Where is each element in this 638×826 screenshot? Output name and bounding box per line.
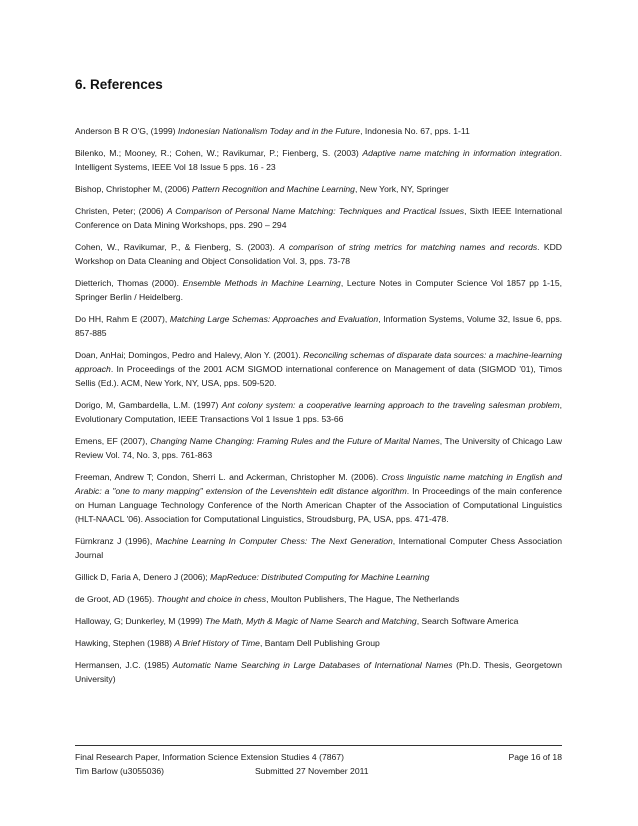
page-footer bbox=[75, 750, 562, 778]
reference-authors-year: Bishop, Christopher M, (2006) bbox=[75, 184, 193, 194]
reference-title: Indonesian Nationalism Today and in the Future bbox=[177, 126, 361, 136]
reference-authors-year: Dorigo, M, Gambardella, L.M. (1997) bbox=[75, 400, 222, 410]
reference-authors-year: Hawking, Stephen (1988) bbox=[75, 638, 175, 648]
reference-source: , Indonesia No. 67, pps. 1-11 bbox=[360, 126, 470, 136]
reference-entry bbox=[75, 636, 562, 650]
reference-authors-year: Dietterich, Thomas (2000). bbox=[75, 278, 183, 288]
reference-list bbox=[75, 124, 562, 694]
reference-entry bbox=[75, 124, 562, 138]
reference-entry bbox=[75, 146, 562, 174]
reference-title: The Math, Myth & Magic of Name Search and Matching bbox=[205, 616, 417, 626]
reference-title: Ant colony system: a cooperative learning approach to the traveling salesman problem bbox=[221, 400, 560, 410]
reference-entry bbox=[75, 240, 562, 268]
reference-authors-year: de Groot, AD (1965). bbox=[75, 594, 157, 604]
reference-source: , Evolutionary Computation, IEEE Transactions Vol 1 Issue 1 pps. 53-66 bbox=[75, 400, 562, 424]
reference-authors-year: Anderson B R O'G, (1999) bbox=[75, 126, 178, 136]
reference-entry bbox=[75, 658, 562, 686]
reference-entry bbox=[75, 348, 562, 390]
reference-authors-year: Fürnkranz J (1996), bbox=[75, 536, 156, 546]
reference-source: , International Computer Chess Association Journal bbox=[75, 536, 562, 560]
section-heading: 6. References bbox=[75, 77, 163, 92]
reference-entry bbox=[75, 614, 562, 628]
reference-entry bbox=[75, 592, 562, 606]
reference-source: , The University of Chicago Law Review Vol. 74, No. 3, pps. 761-863 bbox=[75, 436, 562, 460]
reference-title: Adaptive name matching in information integration bbox=[362, 148, 560, 158]
reference-title: Pattern Recognition and Machine Learning bbox=[192, 184, 355, 194]
reference-entry bbox=[75, 276, 562, 304]
reference-authors-year: Hermansen, J.C. (1985) bbox=[75, 660, 173, 670]
reference-source: . In Proceedings of the 2001 ACM SIGMOD international conference on Management of data (SIGMOD '01), Timos Sellis (Ed.). ACM, New York, NY, USA, pps. 509-520. bbox=[75, 364, 562, 388]
reference-title: Machine Learning In Computer Chess: The Next Generation bbox=[155, 536, 393, 546]
reference-title: A comparison of string metrics for matching names and records bbox=[279, 242, 538, 252]
reference-source: , Search Software America bbox=[416, 616, 519, 626]
reference-title: Ensemble Methods in Machine Learning bbox=[182, 278, 341, 288]
reference-entry bbox=[75, 312, 562, 340]
reference-entry bbox=[75, 470, 562, 526]
reference-authors-year: Doan, AnHai; Domingos, Pedro and Halevy, Alon Y. (2001). bbox=[75, 350, 304, 360]
footer-author: Tim Barlow (u3055036) bbox=[75, 766, 165, 776]
reference-authors-year: Cohen, W., Ravikumar, P., & Fienberg, S. (2003). bbox=[75, 242, 280, 252]
footer-submitted-date: Submitted 27 November 2011 bbox=[255, 766, 369, 776]
reference-source: , Bantam Dell Publishing Group bbox=[259, 638, 380, 648]
reference-title: Changing Name Changing: Framing Rules and the Future of Marital Names bbox=[150, 436, 440, 446]
reference-entry bbox=[75, 534, 562, 562]
reference-title: A Comparison of Personal Name Matching: Techniques and Practical Issues bbox=[166, 206, 465, 216]
reference-title: Matching Large Schemas: Approaches and Evaluation bbox=[169, 314, 379, 324]
reference-title: Automatic Name Searching in Large Databases of International Names bbox=[172, 660, 453, 670]
reference-authors-year: Do HH, Rahm E (2007), bbox=[75, 314, 170, 324]
reference-title: A Brief History of Time bbox=[174, 638, 260, 648]
reference-entry bbox=[75, 204, 562, 232]
reference-source: (Ph.D. Thesis, Georgetown University) bbox=[75, 660, 563, 684]
reference-source: . In Proceedings of the main conference on Human Language Technology Conference of the North American Chapter of the Association of Computational Linguistics (HLT-NAACL '06). Association for Computational Linguistics, Stroudsburg, PA, USA, pps. 471-478. bbox=[75, 486, 562, 524]
reference-source: , Lecture Notes in Computer Science Vol 1857 pp 1-15, Springer Berlin / Heidelberg. bbox=[75, 278, 562, 302]
reference-title: Cross linguistic name matching in English and Arabic: a "one to many mapping" extension of the Levenshtein edit distance algorithm bbox=[75, 472, 562, 496]
reference-source: . Intelligent Systems, IEEE Vol 18 Issue 5 pps. 16 - 23 bbox=[75, 148, 562, 172]
reference-source: , Moulton Publishers, The Hague, The Netherlands bbox=[266, 594, 460, 604]
reference-source: , Sixth IEEE International Conference on Data Mining Workshops, pps. 290 – 294 bbox=[75, 206, 563, 230]
footer-course: Final Research Paper, Information Science Extension Studies 4 (7867) bbox=[75, 752, 344, 762]
page-number: Page 16 of 18 bbox=[508, 752, 562, 762]
reference-authors-year: Bilenko, M.; Mooney, R.; Cohen, W.; Ravikumar, P.; Fienberg, S. (2003) bbox=[75, 148, 363, 158]
reference-title: MapReduce: Distributed Computing for Machine Learning bbox=[210, 572, 430, 582]
reference-authors-year: Christen, Peter; (2006) bbox=[75, 206, 167, 216]
reference-source: . KDD Workshop on Data Cleaning and Object Consolidation Vol. 3, pps. 73-78 bbox=[75, 242, 562, 266]
reference-entry bbox=[75, 570, 562, 584]
reference-entry bbox=[75, 398, 562, 426]
reference-title: Thought and choice in chess bbox=[156, 594, 267, 604]
reference-entry bbox=[75, 182, 562, 196]
reference-title: Reconciling schemas of disparate data sources: a machine-learning approach bbox=[75, 350, 562, 374]
reference-entry bbox=[75, 434, 562, 462]
reference-authors-year: Emens, EF (2007), bbox=[75, 436, 151, 446]
reference-authors-year: Halloway, G; Dunkerley, M (1999) bbox=[75, 616, 206, 626]
reference-authors-year: Freeman, Andrew T; Condon, Sherri L. and Ackerman, Christopher M. (2006). bbox=[75, 472, 382, 482]
reference-authors-year: Gillick D, Faria A, Denero J (2006); bbox=[75, 572, 211, 582]
reference-source: , New York, NY, Springer bbox=[354, 184, 449, 194]
footer-rule bbox=[75, 745, 562, 746]
reference-source: , Information Systems, Volume 32, Issue 6, pps. 857-885 bbox=[75, 314, 563, 338]
